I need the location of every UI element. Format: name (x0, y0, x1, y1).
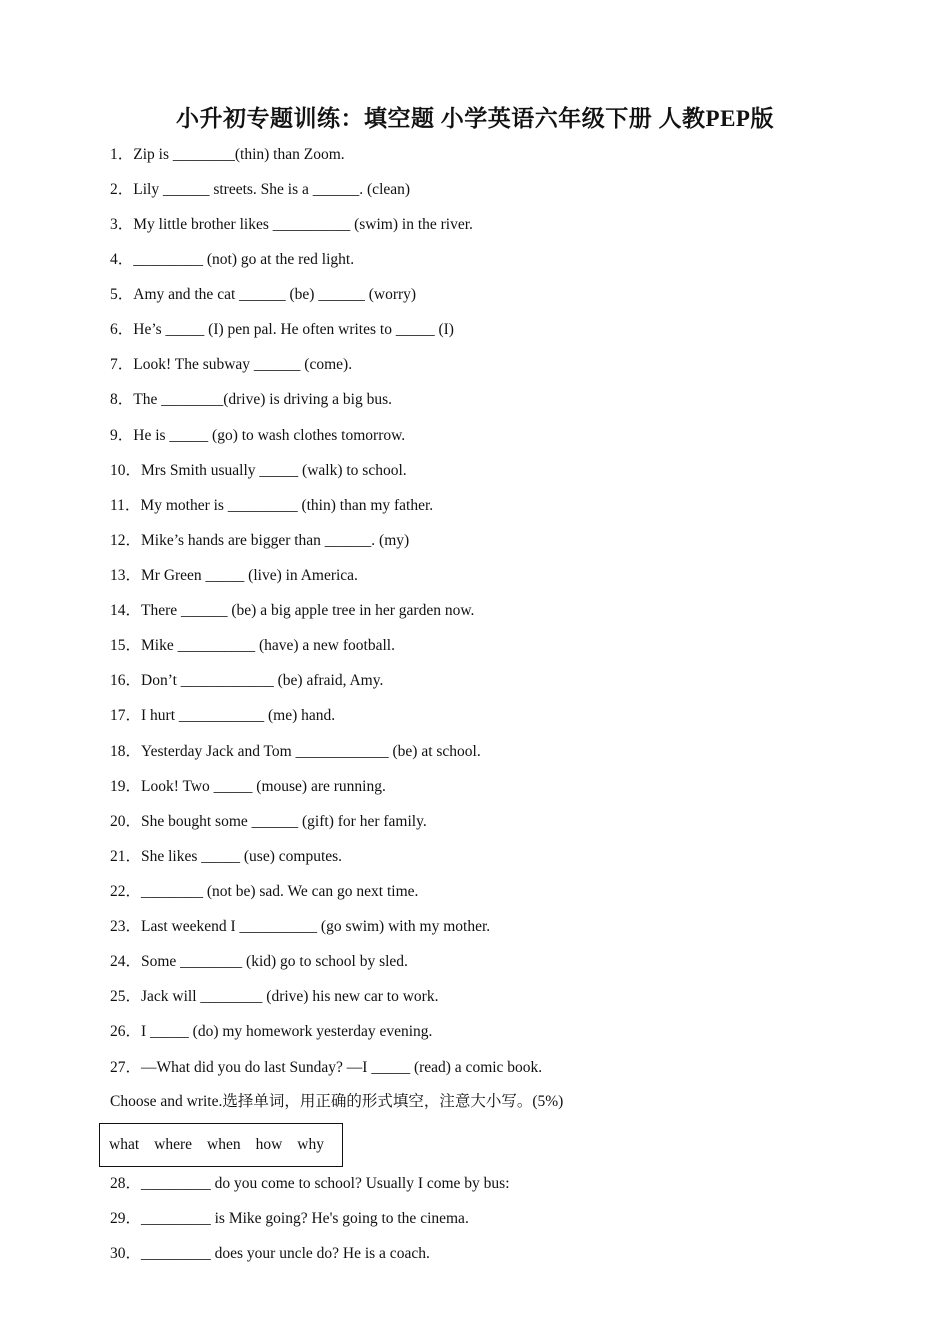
question-22: 22．________ (not be) sad. We can go next time. (110, 883, 419, 900)
word-bank-item: what (109, 1136, 140, 1153)
question-10: 10．Mrs Smith usually _____ (walk) to school. (110, 462, 407, 479)
question-1: 1．Zip is ________(thin) than Zoom. (110, 146, 345, 163)
question-11: 11．My mother is _________ (thin) than my father. (110, 497, 434, 514)
question-26: 26．I _____ (do) my homework yesterday evening. (110, 1023, 433, 1040)
question-24: 24．Some ________ (kid) go to school by sled. (110, 953, 408, 970)
question-6: 6．He’s _____ (I) pen pal. He often writes to _____ (I) (110, 321, 454, 338)
question-29: 29．_________ is Mike going? He's going to the cinema. (110, 1210, 469, 1227)
question-14: 14．There ______ (be) a big apple tree in her garden now. (110, 602, 475, 619)
question-9: 9．He is _____ (go) to wash clothes tomorrow. (110, 427, 406, 444)
question-25: 25．Jack will ________ (drive) his new car to work. (110, 988, 439, 1005)
question-2: 2．Lily ______ streets. She is a ______. (clean) (110, 181, 411, 198)
question-19: 19．Look! Two _____ (mouse) are running. (110, 778, 386, 795)
question-7: 7．Look! The subway ______ (come). (110, 356, 353, 373)
word-bank-item: how (255, 1136, 283, 1153)
word-bank-item: why (297, 1136, 324, 1153)
question-28: 28．_________ do you come to school? Usually I come by bus: (110, 1175, 510, 1192)
question-27: 27．—What did you do last Sunday? —I _____ (read) a comic book. (110, 1059, 543, 1076)
word-bank-item: where (154, 1136, 193, 1153)
question-21: 21．She likes _____ (use) computes. (110, 848, 343, 865)
question-5: 5．Amy and the cat ______ (be) ______ (worry) (110, 286, 417, 303)
question-17: 17．I hurt ___________ (me) hand. (110, 707, 336, 724)
word-bank-box (99, 1123, 343, 1167)
question-13: 13．Mr Green _____ (live) in America. (110, 567, 358, 584)
question-8: 8．The ________(drive) is driving a big bus. (110, 391, 392, 408)
question-12: 12．Mike’s hands are bigger than ______. (my) (110, 532, 410, 549)
question-4: 4．_________ (not) go at the red light. (110, 251, 355, 268)
question-18: 18．Yesterday Jack and Tom ____________ (be) at school. (110, 743, 481, 760)
word-bank-item: when (207, 1136, 241, 1153)
question-15: 15．Mike __________ (have) a new football. (110, 637, 395, 654)
question-3: 3．My little brother likes __________ (swim) in the river. (110, 216, 473, 233)
page-title: 小升初专题训练：填空题 小学英语六年级下册 人教PEP版 (176, 106, 774, 131)
question-16: 16．Don’t ____________ (be) afraid, Amy. (110, 672, 384, 689)
question-30: 30．_________ does your uncle do? He is a coach. (110, 1245, 430, 1262)
question-20: 20．She bought some ______ (gift) for her family. (110, 813, 427, 830)
section-instruction: Choose and write.选择单词，用正确的形式填空，注意大小写。(5%) (110, 1093, 564, 1110)
question-23: 23．Last weekend I __________ (go swim) with my mother. (110, 918, 491, 935)
